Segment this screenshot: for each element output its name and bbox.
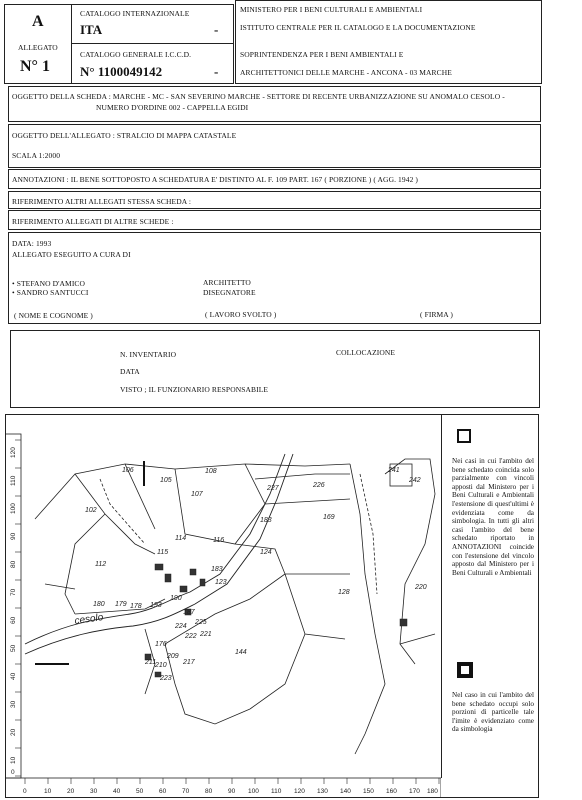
parcel-190: 190 [170, 595, 182, 602]
ruler-bottom-150: 150 [363, 788, 374, 795]
ruler-bottom-30: 30 [90, 788, 98, 795]
parcel-105: 105 [160, 477, 172, 484]
parcel-183b: 183 [211, 566, 223, 573]
parcel-187: 187 [183, 609, 195, 616]
parcel-106: 106 [122, 467, 134, 474]
ruler-bottom-70: 70 [182, 788, 190, 795]
ministero-line-3: SOPRINTENDENZA PER I BENI AMBIENTALI E [240, 50, 404, 59]
dash-1: - [214, 22, 219, 37]
ruler-left-70: 70 [10, 588, 17, 596]
ruler-left-0: 0 [11, 769, 15, 776]
parcel-223: 223 [160, 675, 172, 682]
oggetto-allegato: OGGETTO DELL'ALLEGATO : STRALCIO DI MAPPA CATASTALE [12, 131, 237, 140]
visto: VISTO ; IL FUNZIONARIO RESPONSABILE [120, 385, 269, 394]
ruler-bottom-40: 40 [113, 788, 121, 795]
parcel-114: 114 [175, 535, 187, 542]
rif-stessa: RIFERIMENTO ALTRI ALLEGATI STESSA SCHEDA : [12, 197, 192, 206]
ruler-bottom-100: 100 [248, 788, 259, 795]
parcel-225: 225 [195, 619, 207, 626]
parcel-108: 108 [205, 468, 217, 475]
ruler-bottom-140: 140 [340, 788, 351, 795]
ruler-bottom-10: 10 [44, 788, 52, 795]
nome-cognome-label: ( NOME E COGNOME ) [14, 311, 93, 320]
person-1: • STEFANO D'AMICO [12, 279, 86, 288]
ruler-left-60: 60 [10, 616, 17, 624]
catalogo-generale-value: N° 1100049142 [80, 64, 163, 79]
ruler-left-40: 40 [10, 672, 17, 680]
parcel-128: 128 [338, 589, 350, 596]
parcel-217: 217 [183, 659, 195, 666]
ruler-left-10: 10 [10, 756, 17, 764]
road-label: cesolo [73, 612, 105, 627]
parcel-222: 222 [185, 633, 197, 640]
oggetto-scheda-line2: NUMERO D'ORDINE 002 - CAPPELLA EGIDI [96, 103, 249, 112]
ruler-left-90: 90 [10, 532, 17, 540]
parcel-107: 107 [191, 491, 203, 498]
oggetto-scheda-line1: OGGETTO DELLA SCHEDA : MARCHE - MC - SAN SEVERINO MARCHE - SETTORE DI RECENTE URBANIZZAZIONE SU ANOMALO CESOLO - [12, 92, 505, 101]
dash-2: - [214, 64, 219, 79]
legend-symbol-bold-square [457, 662, 473, 678]
inventario-box [10, 330, 540, 408]
dashed-path [100, 479, 145, 544]
ruler-left-100: 100 [10, 503, 17, 514]
parcel-221: 221 [200, 631, 212, 638]
ruler-bottom-20: 20 [67, 788, 75, 795]
ruler-bottom-80: 80 [205, 788, 213, 795]
parcel-102: 102 [85, 507, 97, 514]
parcel-115: 115 [157, 549, 169, 556]
parcel-169: 169 [323, 514, 335, 521]
ruler-bottom-110: 110 [271, 788, 282, 795]
ruler-left-30: 30 [10, 700, 17, 708]
ruler-bottom-90: 90 [228, 788, 236, 795]
parcel-227: 227 [267, 485, 279, 492]
parcel-241: 241 [388, 467, 400, 474]
ruler-left-ticks [15, 440, 21, 776]
parcel-226: 226 [313, 482, 325, 489]
ruler-left-120: 120 [10, 447, 17, 458]
inventario-data: DATA [120, 367, 140, 376]
ruler-left-20: 20 [10, 728, 17, 736]
collocazione: COLLOCAZIONE [336, 348, 396, 357]
ruler-bottom-ticks [25, 778, 439, 784]
lavoro-svolto-label: ( LAVORO SVOLTO ) [205, 310, 277, 319]
annotazioni: ANNOTAZIONI : IL BENE SOTTOPOSTO A SCHEDATURA E' DISTINTO AL F. 109 PART. 167 ( PORZIONE ) ( AGG. 1942 ) [12, 175, 419, 184]
data-value: DATA: 1993 [12, 239, 52, 248]
map-legend-divider [441, 414, 442, 778]
parcel-211: 211 [145, 659, 157, 666]
ruler-left-80: 80 [10, 560, 17, 568]
dashed-path-2 [360, 474, 377, 594]
catalogo-internazionale-value: ITA [80, 22, 103, 37]
parcel-209: 209 [167, 653, 179, 660]
scala: SCALA 1:2000 [12, 151, 61, 160]
allegato-number: N° 1 [20, 58, 50, 75]
ruler-bottom-180: 180 [427, 788, 438, 795]
eseguito-label: ALLEGATO ESEGUITO A CURA DI [12, 250, 131, 259]
ruler-bottom-50: 50 [136, 788, 144, 795]
parcel-124: 124 [260, 549, 272, 556]
ruler-bottom-60: 60 [159, 788, 167, 795]
ruler-bottom-0: 0 [23, 788, 27, 795]
legend-text-2 [452, 691, 534, 734]
person-2: • SANDRO SANTUCCI [12, 288, 89, 297]
parcel-176: 176 [155, 641, 167, 648]
parcel-242: 242 [409, 477, 421, 484]
rif-altre: RIFERIMENTO ALLEGATI DI ALTRE SCHEDE : [12, 217, 174, 226]
n-inventario: N. INVENTARIO [120, 350, 177, 359]
header-letter: A [32, 13, 44, 30]
legend-text-2-p: Nel caso in cui l'ambito del bene schedato occupi solo porzioni di particelle tale l'imite è evidenziato come da simbologia [452, 691, 534, 734]
legend-text-1-p: Nei casi in cui l'ambito del bene schedato coincida solo parzialmente con vincoli apposti dal Ministero per i Beni Culturali e Ambientali l'estensione di quest'ultimi è evidenziata come da simbologia. In tutti gli altri casi l'ambito del bene schedato riportato in ANNOTAZIONI coincide con l'estensione del vincolo apposto dal Ministero per i Beni Culturali e Ambientali [452, 457, 534, 577]
header-divider-horizontal [71, 43, 234, 44]
ruler-left-110: 110 [10, 475, 17, 486]
firma-label: ( FIRMA ) [420, 310, 453, 319]
parcel-112: 112 [95, 561, 107, 568]
ruler-bottom-170: 170 [409, 788, 420, 795]
parcel-123: 123 [215, 579, 227, 586]
parcel-220: 220 [415, 584, 427, 591]
parcel-183: 183 [260, 517, 272, 524]
parcel-180: 180 [93, 601, 105, 608]
ruler-bottom-130: 130 [317, 788, 328, 795]
cadastral-map [5, 414, 441, 798]
parcel-116: 116 [213, 537, 225, 544]
legend-text-1 [452, 457, 534, 577]
parcel-193: 193 [150, 602, 162, 609]
ministero-line-2: ISTITUTO CENTRALE PER IL CATALOGO E LA DOCUMENTAZIONE [240, 23, 476, 32]
parcel-144: 144 [235, 649, 247, 656]
parcel-210: 210 [155, 662, 167, 669]
header-divider-vertical [71, 4, 72, 84]
parcel-179: 179 [115, 601, 127, 608]
catalogo-generale-label: CATALOGO GENERALE I.C.C.D. [80, 50, 192, 59]
legend-symbol-empty-square [457, 429, 471, 443]
ruler-bottom-160: 160 [386, 788, 397, 795]
catalogo-internazionale-label: CATALOGO INTERNAZIONALE [80, 9, 190, 18]
allegato-label: ALLEGATO [18, 43, 58, 52]
ruler-bottom-120: 120 [294, 788, 305, 795]
ruler-left-50: 50 [10, 644, 17, 652]
ministero-line-4: ARCHITETTONICI DELLE MARCHE - ANCONA - 03 MARCHE [240, 68, 452, 77]
role-2: DISEGNATORE [203, 288, 256, 297]
ministero-line-1: MINISTERO PER I BENI CULTURALI E AMBIENTALI [240, 5, 423, 14]
parcel-178: 178 [130, 603, 142, 610]
parcel-224: 224 [175, 623, 187, 630]
role-1: ARCHITETTO [203, 278, 251, 287]
